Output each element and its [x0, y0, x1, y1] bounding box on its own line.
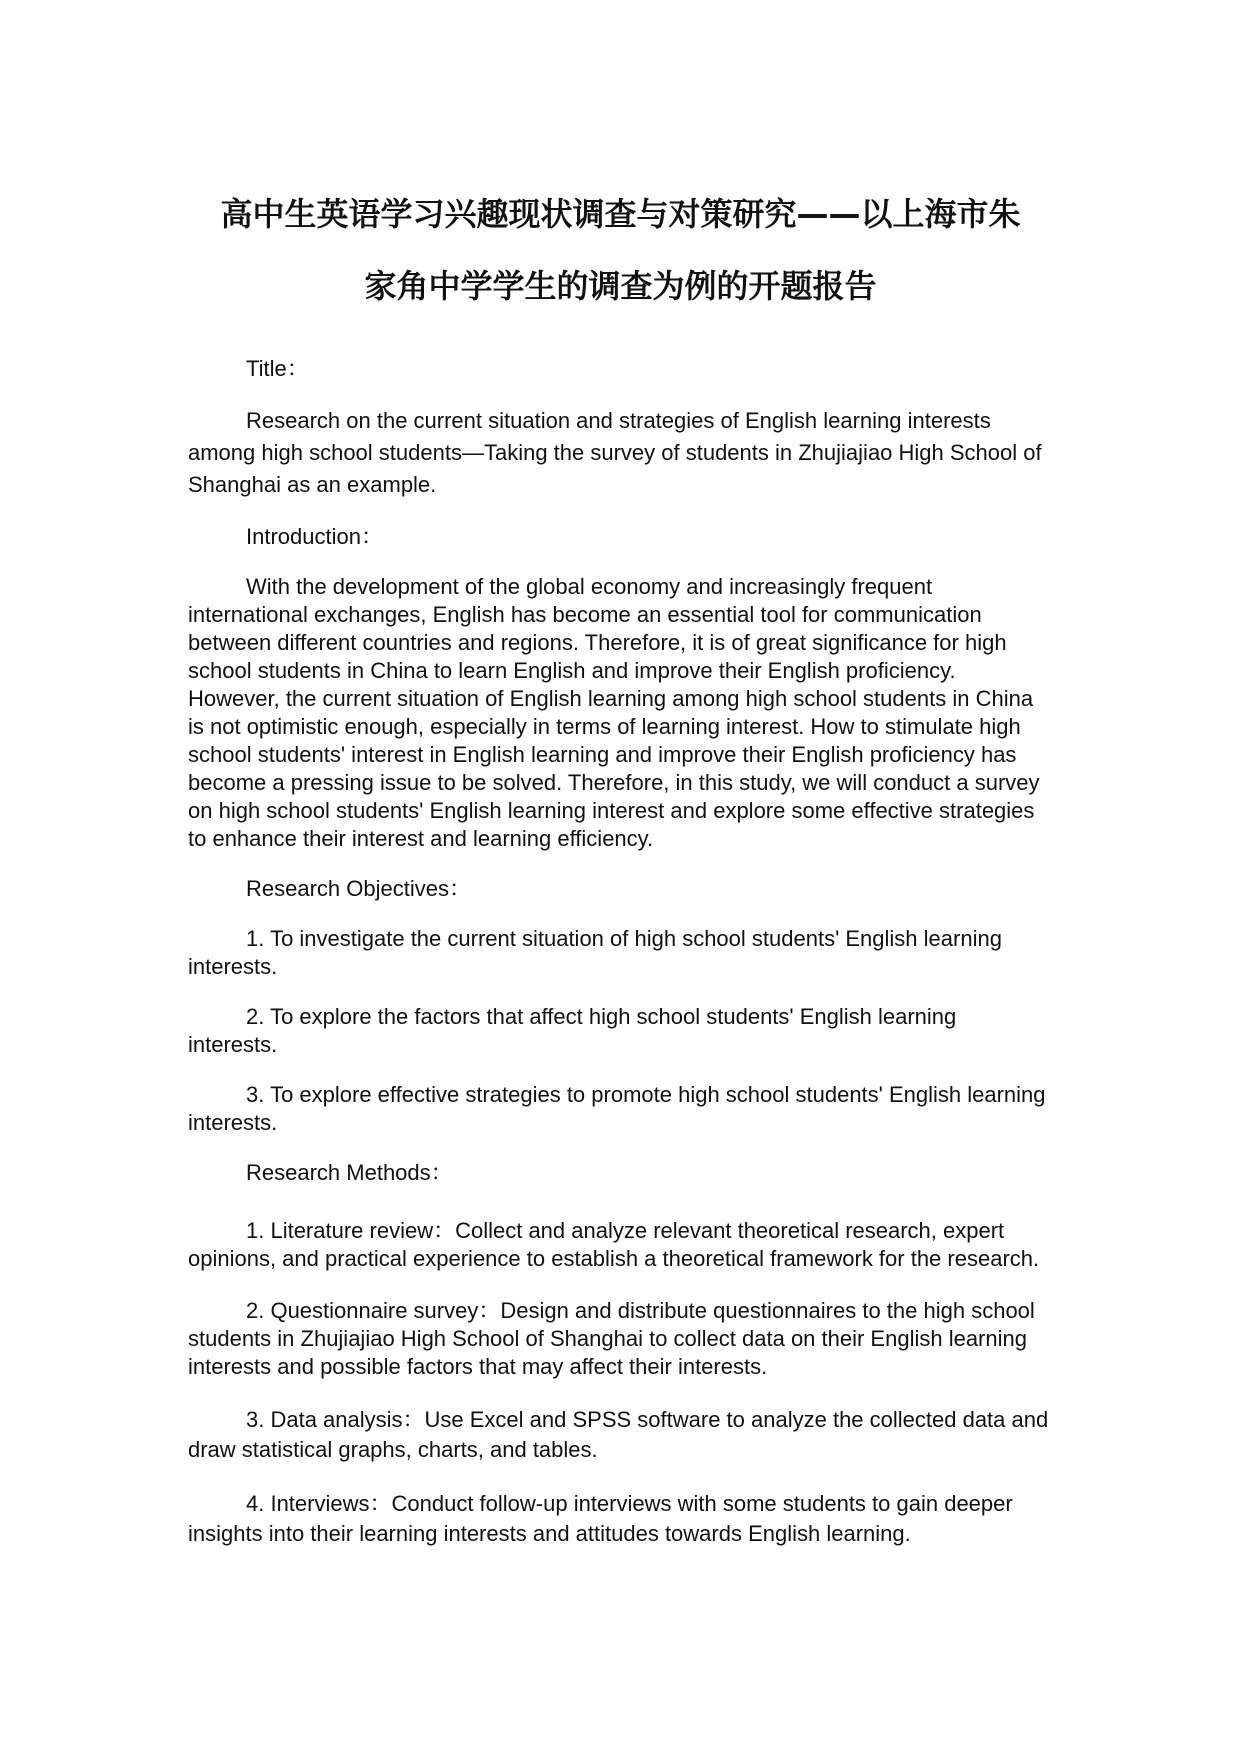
objective-item: 1. To investigate the current situation of high school students' English learning interests.: [188, 926, 1002, 979]
title-line-2: 家角中学学生的调查为例的开题报告: [364, 267, 877, 305]
method-item: 2. Questionnaire survey：Design and distribute questionnaires to the high school students in Zhujiajiao High School of Shanghai to collect data on their English learning interests and possible factors that may affect their interests.: [188, 1298, 1035, 1379]
title-label: Title：: [246, 356, 309, 381]
objective-item: 3. To explore effective strategies to promote high school students' English learning interests.: [188, 1082, 1046, 1135]
title-line-1: 高中生英语学习兴趣现状调查与对策研究——以上海市朱: [220, 195, 1021, 233]
document-title: [150, 178, 1091, 322]
method-item: 3. Data analysis：Use Excel and SPSS software to analyze the collected data and draw statistical graphs, charts, and tables.: [188, 1407, 1049, 1462]
document-body: [188, 355, 1050, 1549]
method-item: 1. Literature review：Collect and analyze relevant theoretical research, expert opinions, and practical experience to establish a theoretical framework for the research.: [188, 1218, 1040, 1271]
objective-item: 2. To explore the factors that affect high school students' English learning interests.: [188, 1004, 957, 1057]
title-text: Research on the current situation and strategies of English learning interests among high school students—Taking the survey of students in Zhujiajiao High School of Shanghai as an example.: [188, 408, 1042, 497]
methods-label: Research Methods：: [246, 1160, 453, 1185]
introduction-label: Introduction：: [246, 524, 383, 549]
objectives-label: Research Objectives：: [246, 876, 471, 901]
method-item: 4. Interviews：Conduct follow-up interviews with some students to gain deeper insights into their learning interests and attitudes towards English learning.: [188, 1491, 1013, 1546]
introduction-text: With the development of the global economy and increasingly frequent international exchanges, English has become an essential tool for communication between different countries and regions. Therefore, it is of great significance for high school students in China to learn English and improve their English proficiency. However, the current situation of English learning among high school students in China is not optimistic enough, especially in terms of learning interest. How to stimulate high school students' interest in English learning and improve their English proficiency has become a pressing issue to be solved. Therefore, in this study, we will conduct a survey on high school students' English learning interest and explore some effective strategies to enhance their interest and learning efficiency.: [188, 574, 1040, 851]
